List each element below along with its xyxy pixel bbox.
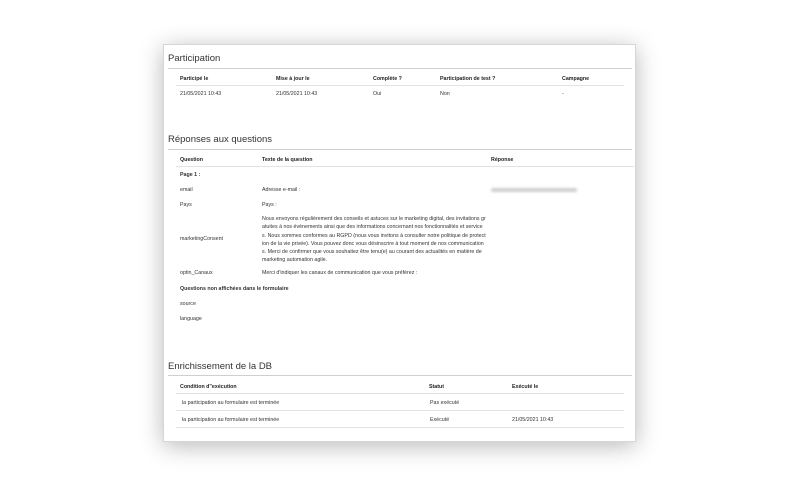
participation-title: Participation: [168, 53, 221, 64]
col-header-answer: Réponse: [491, 157, 514, 163]
enrichment-row-2-date: 21/05/2021 10:43: [512, 417, 554, 423]
col-header-test: Participation de test ?: [440, 76, 496, 82]
hidden-question-source: source: [180, 301, 196, 307]
participation-test: Non: [440, 91, 450, 97]
col-header-condition: Condition d"exécution: [180, 384, 237, 390]
col-header-campaign: Campagne: [562, 76, 590, 82]
enrichment-row-1-status: Pas exécuté: [430, 400, 460, 406]
page-label: Page 1 :: [180, 172, 201, 178]
enrichment-header-divider: [176, 393, 624, 394]
participation-campaign: -: [562, 91, 564, 97]
col-header-participated: Participé le: [180, 76, 209, 82]
enrichment-bottom-divider: [176, 427, 624, 428]
hidden-questions-label: Questions non affichées dans le formulaire: [180, 286, 289, 292]
responses-title-divider: [168, 149, 632, 150]
participation-header-divider: [176, 85, 624, 86]
col-header-updated: Mise à jour le: [276, 76, 310, 82]
question-optin-canaux-text: Merci d'indiquer les canaux de communication que vous préférez :: [262, 270, 418, 276]
enrichment-row-2-condition: la participation au formulaire est terminée: [182, 417, 280, 423]
enrichment-row-1-condition: la participation au formulaire est terminée: [182, 400, 280, 406]
hidden-question-language: language: [180, 316, 202, 322]
enrichment-title-divider: [168, 375, 632, 376]
participation-card: [163, 44, 636, 442]
enrichment-row-2-status: Exécuté: [430, 417, 450, 423]
participation-date: 21/05/2021 10:43: [180, 91, 222, 97]
enrichment-row-divider: [176, 410, 624, 411]
question-optin-canaux: optin_Canaux: [180, 270, 213, 276]
email-answer-redacted: [491, 188, 577, 192]
participation-title-divider: [168, 68, 632, 69]
enrichment-title: Enrichissement de la DB: [168, 361, 273, 372]
question-email-text: Adresse e-mail :: [262, 187, 301, 193]
question-marketing-consent-text: Nous envoyons régulièrement des conseils et astuces sur le marketing digital, des invitations gratuites à nos évènements ainsi que des informations concernant nos fonctionnalités et services. Nous sommes conformes au RGPD (nous vous invitons à consulter notre politique de protection de la vie privée). Vous pouvez donc vous désinscrire à tout moment de nos communications. Merci de confirmer que vous souhaitez être tenu(e) au courant des actualités en matière de marketing automation agile.: [262, 216, 486, 264]
participation-complete: Oui: [373, 91, 382, 97]
col-header-status: Statut: [429, 384, 445, 390]
question-marketing-consent: marketingConsent: [180, 236, 223, 242]
col-header-complete: Complète ?: [373, 76, 402, 82]
col-header-question: Question: [180, 157, 203, 163]
question-email: email: [180, 187, 193, 193]
participation-updated: 21/05/2021 10:43: [276, 91, 318, 97]
responses-title: Réponses aux questions: [168, 134, 273, 145]
col-header-question-text: Texte de la question: [262, 157, 313, 163]
question-pays-text: Pays :: [262, 202, 277, 208]
responses-header-divider: [176, 166, 634, 167]
col-header-executed: Exécuté le: [512, 384, 539, 390]
question-pays: Pays: [180, 202, 192, 208]
